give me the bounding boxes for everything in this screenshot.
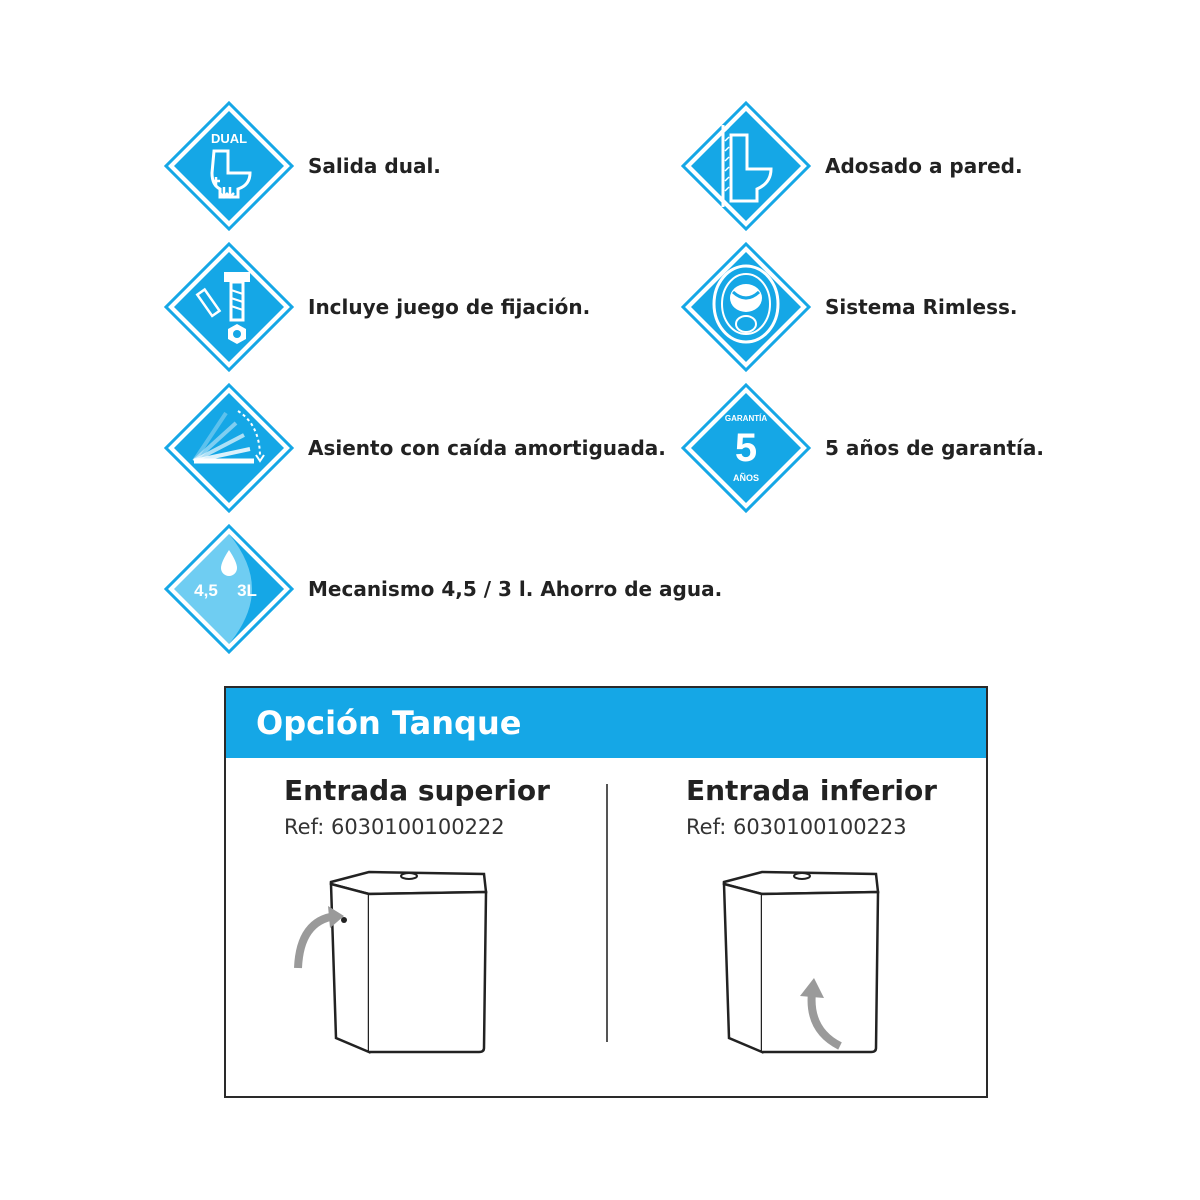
tank-option-panel — [224, 686, 988, 1098]
feature-label: Asiento con caída amortiguada. — [308, 436, 666, 460]
dual-flush-icon — [164, 101, 294, 231]
feature-label: Sistema Rimless. — [825, 295, 1018, 319]
fixing-kit-icon — [164, 242, 294, 372]
feature-label: Salida dual. — [308, 154, 441, 178]
svg-text:3L: 3L — [237, 581, 257, 600]
option-ref: Ref: 6030100100223 — [686, 815, 907, 839]
feature-label: Adosado a pared. — [825, 154, 1023, 178]
option-bottom-inlet — [686, 774, 937, 839]
feature-soft-close-seat — [164, 383, 666, 513]
tank-top-inlet-icon — [284, 870, 494, 1060]
feature-label: 5 años de garantía. — [825, 436, 1044, 460]
feature-warranty — [681, 383, 1044, 513]
feature-label: Mecanismo 4,5 / 3 l. Ahorro de agua. — [308, 577, 723, 601]
option-title: Entrada inferior — [686, 774, 937, 807]
divider — [606, 784, 608, 1042]
soft-close-seat-icon — [164, 383, 294, 513]
warranty-badge-icon — [681, 383, 811, 513]
water-saving-icon — [164, 524, 294, 654]
feature-label: Incluye juego de fijación. — [308, 295, 591, 319]
feature-fixing-kit — [164, 242, 590, 372]
svg-text:AÑOS: AÑOS — [732, 473, 760, 483]
feature-wall-mounted — [681, 101, 1023, 231]
feature-water-saving — [164, 524, 722, 654]
svg-text:GARANTÍA: GARANTÍA — [724, 414, 768, 423]
tank-option-header — [226, 688, 986, 758]
option-top-inlet — [284, 774, 550, 839]
svg-text:5: 5 — [734, 426, 758, 470]
tank-option-title: Opción Tanque — [256, 704, 522, 742]
feature-rimless — [681, 242, 1018, 372]
svg-text:DUAL: DUAL — [210, 131, 248, 146]
feature-dual-flush — [164, 101, 441, 231]
rimless-bowl-icon — [681, 242, 811, 372]
option-title: Entrada superior — [284, 774, 550, 807]
svg-text:4,5: 4,5 — [194, 581, 218, 600]
tank-bottom-inlet-icon — [716, 870, 916, 1060]
wall-mounted-toilet-icon — [681, 101, 811, 231]
option-ref: Ref: 6030100100222 — [284, 815, 505, 839]
